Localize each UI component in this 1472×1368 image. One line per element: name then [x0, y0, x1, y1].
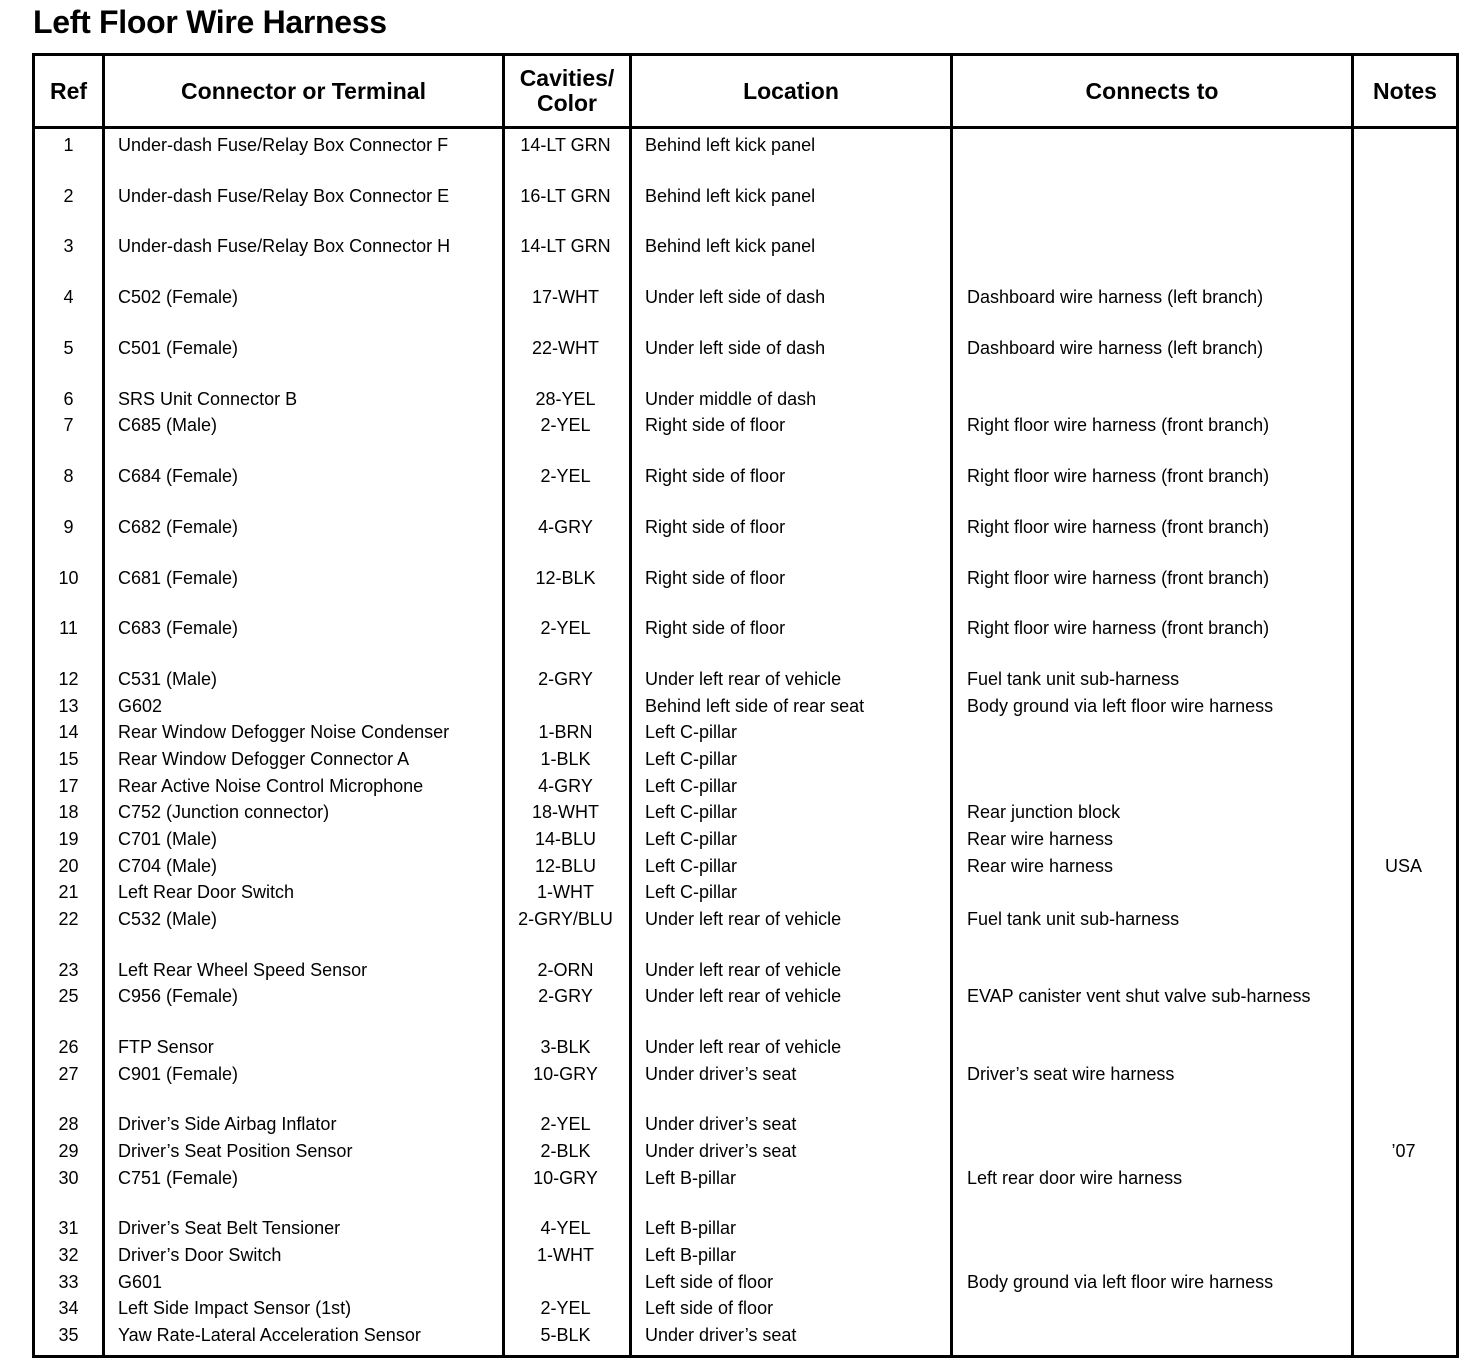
connects-to-cell: Right floor wire harness (front branch)	[967, 568, 1270, 588]
ref-cell: 33	[58, 1272, 79, 1292]
cavities-cell: 2-GRY/BLU	[518, 909, 613, 929]
connector-cell: G602	[118, 696, 163, 716]
connects-to-cell	[967, 879, 1352, 905]
ref-cell: 3	[63, 236, 74, 256]
table-row	[35, 335, 1456, 361]
notes-cell	[1351, 233, 1456, 259]
location-cell: Right side of floor	[645, 517, 786, 537]
notes-cell	[1351, 335, 1456, 361]
cavities-cell: 17-WHT	[532, 287, 599, 307]
connector-cell: C681 (Female)	[118, 568, 239, 588]
location-cell: Left C-pillar	[645, 856, 738, 876]
connector-cell: C704 (Male)	[118, 856, 218, 876]
header-notes: Notes	[1373, 77, 1437, 104]
connector-cell: C901 (Female)	[118, 1064, 239, 1084]
location-cell: Under left rear of vehicle	[645, 909, 842, 929]
location-cell: Left C-pillar	[645, 749, 738, 769]
location-cell: Under driver’s seat	[645, 1114, 797, 1134]
cavities-cell: 4-GRY	[538, 776, 593, 796]
connector-cell: Rear Window Defogger Connector A	[118, 749, 410, 769]
connector-cell: C502 (Female)	[118, 287, 239, 307]
notes-cell	[1351, 183, 1456, 209]
location-cell: Right side of floor	[645, 568, 786, 588]
connects-to-cell	[967, 183, 1352, 209]
cavities-cell: 12-BLK	[535, 568, 596, 588]
cavities-cell: 14-LT GRN	[520, 236, 611, 256]
table-row	[35, 463, 1456, 489]
connects-to-cell	[967, 386, 1352, 412]
notes-cell	[1351, 615, 1456, 641]
connects-to-cell: Dashboard wire harness (left branch)	[967, 287, 1264, 307]
notes-cell	[1351, 1111, 1456, 1137]
ref-cell: 20	[58, 856, 79, 876]
ref-cell: 32	[58, 1245, 79, 1265]
notes-cell	[1351, 1242, 1456, 1268]
connector-cell: C501 (Female)	[118, 338, 239, 358]
ref-cell: 15	[58, 749, 79, 769]
notes-cell	[1351, 719, 1456, 745]
notes-cell	[1351, 514, 1456, 540]
connects-to-cell	[967, 719, 1352, 745]
location-cell: Right side of floor	[645, 618, 786, 638]
connector-cell: C752 (Junction connector)	[118, 802, 330, 822]
table-row	[35, 666, 1456, 692]
location-cell: Left side of floor	[645, 1298, 774, 1318]
notes-cell	[1351, 284, 1456, 310]
cavities-cell: 2-ORN	[537, 960, 594, 980]
connector-cell: Driver’s Seat Position Sensor	[118, 1141, 353, 1161]
connects-to-cell: Right floor wire harness (front branch)	[967, 618, 1270, 638]
notes-cell	[1351, 1322, 1456, 1348]
connects-to-cell: Right floor wire harness (front branch)	[967, 415, 1270, 435]
connects-to-cell: Rear wire harness	[967, 829, 1114, 849]
notes-cell	[1351, 1269, 1456, 1295]
notes-cell	[1351, 826, 1456, 852]
header-location: Location	[743, 77, 839, 104]
connector-cell: Under-dash Fuse/Relay Box Connector H	[118, 236, 451, 256]
table-row	[35, 1295, 1456, 1321]
location-cell: Under left rear of vehicle	[645, 1037, 842, 1057]
cavities-cell	[502, 1269, 629, 1295]
table-row	[35, 1138, 1456, 1164]
connector-cell: C531 (Male)	[118, 669, 218, 689]
cavities-cell: 1-BRN	[538, 722, 593, 742]
ref-cell: 22	[58, 909, 79, 929]
location-cell: Behind left kick panel	[645, 186, 816, 206]
notes-cell	[1351, 1165, 1456, 1191]
header-connector: Connector or Terminal	[181, 77, 426, 104]
ref-cell: 10	[58, 568, 79, 588]
ref-cell: 7	[63, 415, 74, 435]
header-divider	[35, 126, 1456, 129]
notes-cell	[1351, 799, 1456, 825]
table-row	[35, 983, 1456, 1009]
location-cell: Left side of floor	[645, 1272, 774, 1292]
connector-cell: Rear Active Noise Control Microphone	[118, 776, 424, 796]
connects-to-cell: Body ground via left floor wire harness	[967, 696, 1274, 716]
cavities-cell: 2-YEL	[540, 1114, 591, 1134]
connects-to-cell	[967, 1034, 1352, 1060]
table-row	[35, 386, 1456, 412]
connector-cell: C751 (Female)	[118, 1168, 239, 1188]
table-row	[35, 1061, 1456, 1087]
connects-to-cell	[967, 746, 1352, 772]
table-row	[35, 284, 1456, 310]
location-cell: Behind left kick panel	[645, 236, 816, 256]
notes-cell	[1351, 906, 1456, 932]
cavities-cell: 4-GRY	[538, 517, 593, 537]
table-row	[35, 693, 1456, 719]
location-cell: Behind left side of rear seat	[645, 696, 865, 716]
connects-to-cell: Left rear door wire harness	[967, 1168, 1183, 1188]
connects-to-cell: Right floor wire harness (front branch)	[967, 466, 1270, 486]
cavities-cell: 2-GRY	[538, 669, 593, 689]
table-row	[35, 773, 1456, 799]
location-cell: Behind left kick panel	[645, 135, 816, 155]
connector-cell: SRS Unit Connector B	[118, 389, 298, 409]
connects-to-cell: Rear junction block	[967, 802, 1121, 822]
notes-cell	[1351, 666, 1456, 692]
connects-to-cell	[967, 1111, 1352, 1137]
table-row	[35, 412, 1456, 438]
connects-to-cell: EVAP canister vent shut valve sub-harness	[967, 986, 1311, 1006]
ref-cell: 17	[58, 776, 79, 796]
ref-cell: 25	[58, 986, 79, 1006]
notes-cell	[1351, 693, 1456, 719]
connects-to-cell	[967, 1215, 1352, 1241]
cavities-cell: 3-BLK	[540, 1037, 591, 1057]
ref-cell: 12	[58, 669, 79, 689]
ref-cell: 18	[58, 802, 79, 822]
location-cell: Under left rear of vehicle	[645, 960, 842, 980]
harness-table	[32, 53, 1459, 1358]
location-cell: Left C-pillar	[645, 722, 738, 742]
cavities-cell: 2-YEL	[540, 466, 591, 486]
connector-cell: Left Rear Wheel Speed Sensor	[118, 960, 368, 980]
notes-cell	[1351, 412, 1456, 438]
ref-cell: 23	[58, 960, 79, 980]
location-cell: Under driver’s seat	[645, 1141, 797, 1161]
connector-cell: Left Rear Door Switch	[118, 882, 295, 902]
cavities-cell: 22-WHT	[532, 338, 599, 358]
cavities-cell: 2-YEL	[540, 415, 591, 435]
ref-cell: 19	[58, 829, 79, 849]
connects-to-cell	[967, 233, 1352, 259]
connects-to-cell: Fuel tank unit sub-harness	[967, 669, 1180, 689]
ref-cell: 14	[58, 722, 79, 742]
connects-to-cell	[967, 132, 1352, 158]
connects-to-cell	[967, 1295, 1352, 1321]
location-cell: Right side of floor	[645, 415, 786, 435]
cavities-cell: 14-LT GRN	[520, 135, 611, 155]
location-cell: Left C-pillar	[645, 802, 738, 822]
location-cell: Left B-pillar	[645, 1168, 737, 1188]
notes-cell	[1351, 463, 1456, 489]
cavities-cell: 1-WHT	[537, 1245, 594, 1265]
header-ref: Ref	[49, 77, 88, 104]
location-cell: Under left side of dash	[645, 338, 826, 358]
connector-cell: C684 (Female)	[118, 466, 239, 486]
ref-cell: 8	[63, 466, 74, 486]
ref-cell: 13	[58, 696, 79, 716]
ref-cell: 30	[58, 1168, 79, 1188]
connector-cell: Left Side Impact Sensor (1st)	[118, 1298, 352, 1318]
table-row	[35, 1034, 1456, 1060]
header-connects-to: Connects to	[1085, 77, 1219, 104]
cavities-cell: 14-BLU	[534, 829, 597, 849]
cavities-cell: 10-GRY	[533, 1168, 598, 1188]
table-row	[35, 957, 1456, 983]
table-row	[35, 906, 1456, 932]
location-cell: Under driver’s seat	[645, 1064, 797, 1084]
connects-to-cell	[967, 1322, 1352, 1348]
ref-cell: 6	[63, 389, 74, 409]
ref-cell: 1	[63, 135, 74, 155]
table-row	[35, 1165, 1456, 1191]
ref-cell: 9	[63, 517, 74, 537]
ref-cell: 4	[63, 287, 74, 307]
cavities-cell: 2-YEL	[540, 1298, 591, 1318]
location-cell: Left C-pillar	[645, 776, 738, 796]
notes-cell	[1351, 957, 1456, 983]
connector-cell: Driver’s Seat Belt Tensioner	[118, 1218, 341, 1238]
header-cavities-line2: Color	[536, 90, 598, 116]
notes-cell	[1351, 746, 1456, 772]
location-cell: Under left rear of vehicle	[645, 669, 842, 689]
ref-cell: 21	[58, 882, 79, 902]
cavities-cell: 2-BLK	[540, 1141, 591, 1161]
location-cell: Left B-pillar	[645, 1218, 737, 1238]
connects-to-cell	[967, 957, 1352, 983]
table-row	[35, 746, 1456, 772]
table-row	[35, 1242, 1456, 1268]
table-row	[35, 719, 1456, 745]
connects-to-cell: Rear wire harness	[967, 856, 1114, 876]
table-row	[35, 879, 1456, 905]
notes-cell	[1351, 132, 1456, 158]
table-row	[35, 183, 1456, 209]
notes-cell	[1351, 983, 1456, 1009]
notes-cell	[1351, 565, 1456, 591]
connector-cell: Driver’s Door Switch	[118, 1245, 282, 1265]
connector-cell: G601	[118, 1272, 163, 1292]
connector-cell: C685 (Male)	[118, 415, 218, 435]
connector-cell: C682 (Female)	[118, 517, 239, 537]
location-cell: Under left rear of vehicle	[645, 986, 842, 1006]
connector-cell: Under-dash Fuse/Relay Box Connector E	[118, 186, 450, 206]
table-row	[35, 514, 1456, 540]
ref-cell: 2	[63, 186, 74, 206]
connects-to-cell: Dashboard wire harness (left branch)	[967, 338, 1264, 358]
connects-to-cell	[967, 1138, 1352, 1164]
ref-cell: 26	[58, 1037, 79, 1057]
ref-cell: 31	[58, 1218, 79, 1238]
cavities-cell: 2-GRY	[538, 986, 593, 1006]
notes-cell	[1351, 1061, 1456, 1087]
cavities-cell: 4-YEL	[540, 1218, 591, 1238]
connects-to-cell: Driver’s seat wire harness	[967, 1064, 1175, 1084]
table-row	[35, 1111, 1456, 1137]
ref-cell: 27	[58, 1064, 79, 1084]
location-cell: Under left side of dash	[645, 287, 826, 307]
notes-cell	[1351, 879, 1456, 905]
notes-cell	[1351, 1295, 1456, 1321]
connects-to-cell	[967, 1242, 1352, 1268]
location-cell: Left C-pillar	[645, 829, 738, 849]
connector-cell: Under-dash Fuse/Relay Box Connector F	[118, 135, 449, 155]
connects-to-cell	[967, 773, 1352, 799]
table-row	[35, 132, 1456, 158]
table-row	[35, 565, 1456, 591]
location-cell: Right side of floor	[645, 466, 786, 486]
cavities-cell: 5-BLK	[540, 1325, 591, 1345]
notes-cell: USA	[1384, 856, 1422, 876]
ref-cell: 5	[63, 338, 74, 358]
connector-cell: Driver’s Side Airbag Inflator	[118, 1114, 337, 1134]
cavities-cell: 1-WHT	[537, 882, 594, 902]
connector-cell: C701 (Male)	[118, 829, 218, 849]
notes-cell	[1351, 773, 1456, 799]
table-row	[35, 1322, 1456, 1348]
table-row	[35, 853, 1456, 879]
cavities-cell: 1-BLK	[540, 749, 591, 769]
table-row	[35, 826, 1456, 852]
connector-cell: FTP Sensor	[118, 1037, 214, 1057]
connector-cell: Yaw Rate-Lateral Acceleration Sensor	[118, 1325, 421, 1345]
page-title: Left Floor Wire Harness	[33, 4, 387, 40]
cavities-cell: 2-YEL	[540, 618, 591, 638]
cavities-cell	[502, 693, 629, 719]
notes-cell	[1351, 1034, 1456, 1060]
connector-cell: C683 (Female)	[118, 618, 239, 638]
header-cavities-line1: Cavities/	[519, 65, 615, 91]
ref-cell: 11	[59, 618, 78, 638]
ref-cell: 29	[58, 1141, 79, 1161]
cavities-cell: 18-WHT	[532, 802, 599, 822]
table-row	[35, 799, 1456, 825]
connector-cell: Rear Window Defogger Noise Condenser	[118, 722, 450, 742]
table-row	[35, 615, 1456, 641]
connector-cell: C532 (Male)	[118, 909, 218, 929]
notes-cell	[1351, 386, 1456, 412]
cavities-cell: 16-LT GRN	[520, 186, 611, 206]
connects-to-cell: Right floor wire harness (front branch)	[967, 517, 1270, 537]
cavities-cell: 12-BLU	[534, 856, 597, 876]
notes-cell	[1351, 1215, 1456, 1241]
table-row	[35, 233, 1456, 259]
connector-cell: C956 (Female)	[118, 986, 239, 1006]
cavities-cell: 28-YEL	[535, 389, 596, 409]
ref-cell: 34	[58, 1298, 79, 1318]
ref-cell: 35	[58, 1325, 79, 1345]
table-row	[35, 1269, 1456, 1295]
connects-to-cell: Body ground via left floor wire harness	[967, 1272, 1274, 1292]
notes-cell: ’07	[1391, 1141, 1416, 1161]
connects-to-cell: Fuel tank unit sub-harness	[967, 909, 1180, 929]
location-cell: Under driver’s seat	[645, 1325, 797, 1345]
location-cell: Under middle of dash	[645, 389, 817, 409]
table-row	[35, 1215, 1456, 1241]
ref-cell: 28	[58, 1114, 79, 1134]
header-cavities	[505, 56, 629, 126]
cavities-cell: 10-GRY	[533, 1064, 598, 1084]
location-cell: Left C-pillar	[645, 882, 738, 902]
location-cell: Left B-pillar	[645, 1245, 737, 1265]
